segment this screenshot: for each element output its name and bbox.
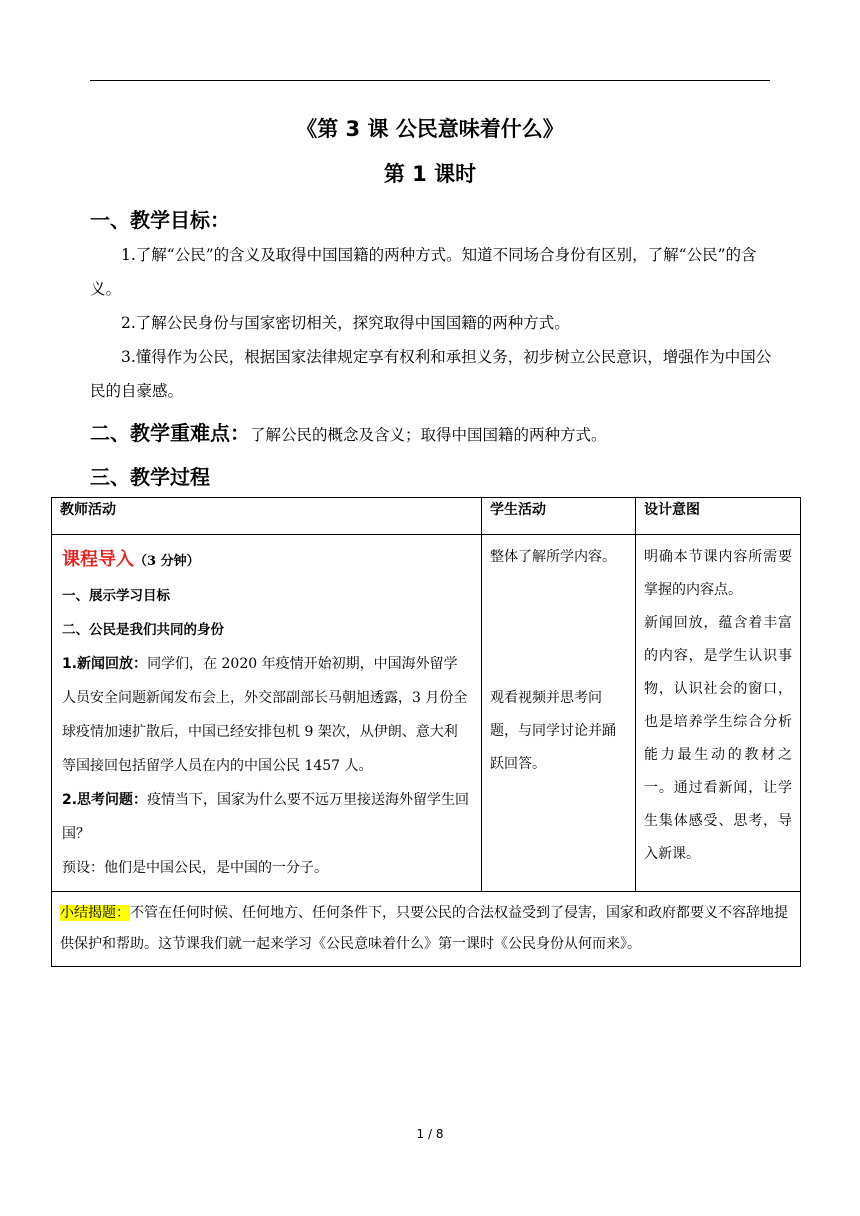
table-header-row (52, 498, 801, 535)
design-intent-2: 新闻回放，蕴含着丰富的内容，是学生认识事物，认识社会的窗口，也是培养学生综合分析能力最生动的教材之一。通过看新闻，让学生集体感受、思考，导入新课。 (644, 615, 792, 862)
objective-item: 3.懂得作为公民，根据国家法律规定享有权利和承担义务，初步树立公民意识，增强作为中国公民的自豪感。 (90, 348, 772, 400)
objective-item: 2.了解公民身份与国家密切相关，探究取得中国国籍的两种方式。 (121, 314, 570, 332)
design-intent-1: 明确本节课内容所需要掌握的内容点。 (644, 549, 792, 598)
teacher-activity-cell (52, 535, 482, 892)
common-identity-item: 二、公民是我们共同的身份 (62, 622, 224, 638)
section-heading-objectives: 一、教学目标： (90, 208, 230, 232)
news-review-label: 1.新闻回放： (62, 656, 148, 672)
show-objectives-item: 一、展示学习目标 (62, 588, 170, 604)
preset-answer: 预设：他们是中国公民，是中国的一分子。 (62, 860, 328, 876)
news-review-text: 同学们，在 2020 年疫情开始初期，中国海外留学人员安全问题新闻发布会上，外交部副部长马朝旭透露，3 月份全球疫情加速扩散后，中国已经安排包机 9 架次，从伊朗、意大利等国接回包括留学人员在内的中国公民 1457 人。 (62, 656, 468, 774)
student-activity-1: 整体了解所学内容。 (490, 549, 616, 565)
summary-row (52, 892, 801, 967)
keypoints-text: 了解公民的概念及含义；取得中国国籍的两种方式。 (250, 426, 607, 444)
section-heading-process: 三、教学过程 (90, 465, 210, 489)
question-label: 2.思考问题： (62, 792, 148, 808)
lesson-plan-table (51, 497, 801, 967)
question-text: 疫情当下，国家为什么要不远万里接送海外留学生回国？ (62, 792, 470, 842)
course-intro-title: 课程导入 (62, 549, 134, 570)
header-rule (90, 80, 770, 81)
table-row (52, 535, 801, 892)
section-heading-keypoints (90, 417, 607, 446)
section-title-line (62, 543, 471, 579)
objectives-list (90, 238, 772, 408)
document-subtitle: 第 1 课时 (383, 162, 477, 186)
summary-label: 小结揭题： (60, 905, 130, 921)
objective-item: 1.了解“公民”的含义及取得中国国籍的两种方式。知道不同场合身份有区别，了解“公民”的含义。 (90, 246, 757, 298)
page-number: 1 / 8 (416, 1127, 444, 1141)
student-activity-cell (482, 535, 636, 892)
keypoints-label: 二、教学重难点： (90, 421, 250, 445)
header-student-activity: 学生活动 (482, 498, 636, 535)
summary-text: 不管在任何时候、任何地方、任何条件下，只要公民的合法权益受到了侵害，国家和政府都要义不容辞地提供保护和帮助。这节课我们就一起来学习《公民意味着什么》第一课时《公民身份从何而来》。 (60, 905, 788, 952)
spacer (490, 574, 627, 682)
summary-cell (52, 892, 801, 967)
question-paragraph (62, 783, 471, 851)
news-review-paragraph (62, 647, 471, 783)
course-intro-time: （3 分钟） (134, 554, 200, 569)
design-intent-cell (636, 535, 801, 892)
header-teacher-activity: 教师活动 (52, 498, 482, 535)
document-title: 《第 3 课 公民意味着什么》 (296, 117, 564, 141)
student-activity-2: 观看视频并思考问题，与同学讨论并踊跃回答。 (490, 690, 616, 772)
header-design-intent: 设计意图 (636, 498, 801, 535)
